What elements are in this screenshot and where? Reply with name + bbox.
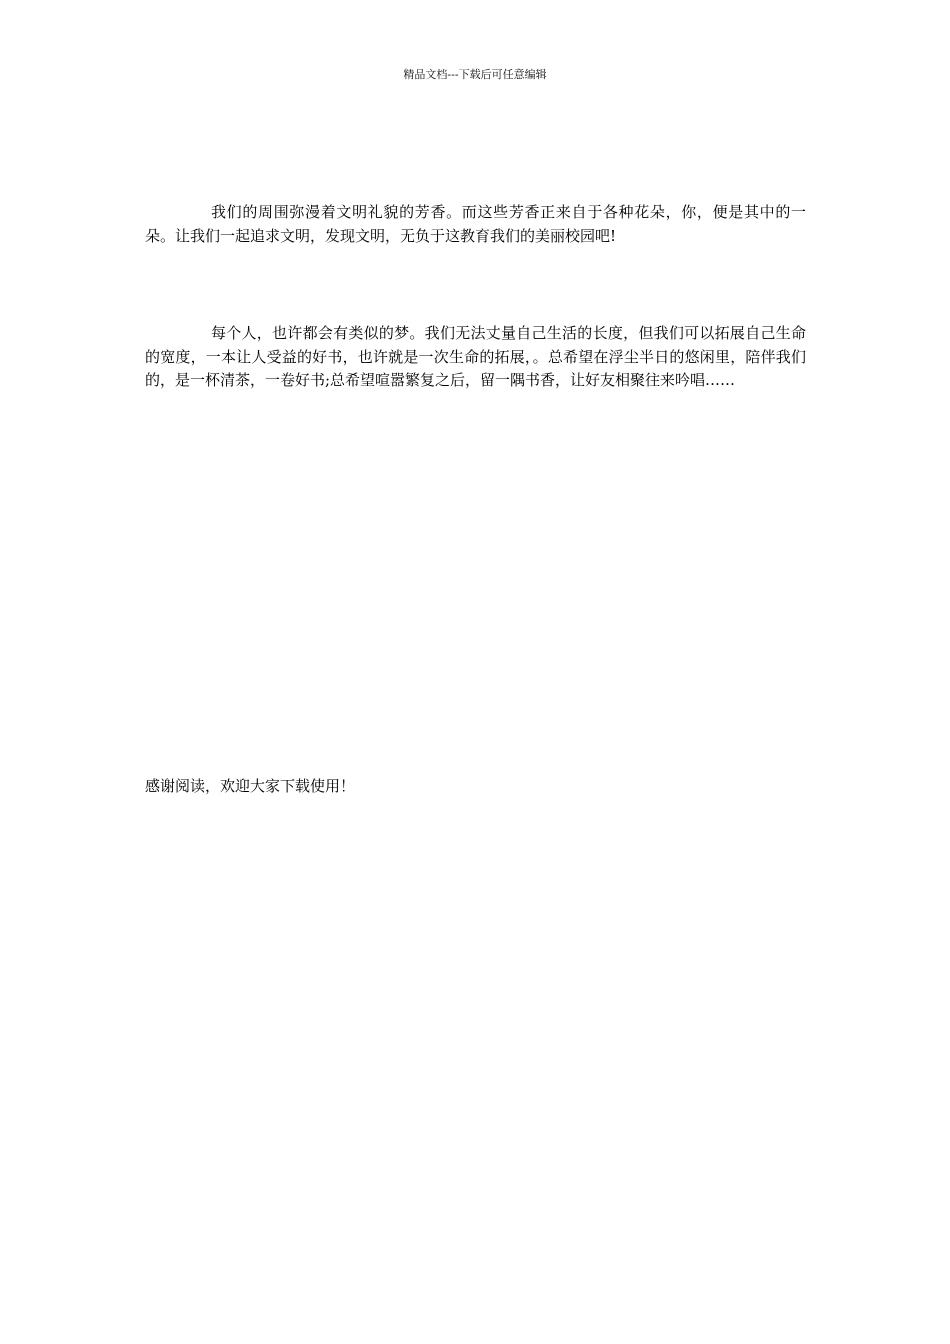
closing-note: 感谢阅读，欢迎大家下载使用！ [145, 777, 356, 795]
page-header: 精品文档---下载后可任意编辑 [403, 68, 547, 81]
body-paragraph-civility: 我们的周围弥漫着文明礼貌的芳香。而这些芳香正来自于各种花朵，你，便是其中的一朵。让我们一起追求文明，发现文明，无负于这教育我们的美丽校园吧! [145, 203, 806, 245]
body-paragraph-reading: 每个人，也许都会有类似的梦。我们无法丈量自己生活的长度，但我们可以拓展自己生命的宽度，一本让人受益的好书，也许就是一次生命的拓展，。总希望在浮尘半日的悠闲里，陪伴我们的，是一杯清茶，一卷好书;总希望喧嚣繁复之后，留一隅书香，让好友相聚往来吟唱…… [145, 324, 806, 389]
